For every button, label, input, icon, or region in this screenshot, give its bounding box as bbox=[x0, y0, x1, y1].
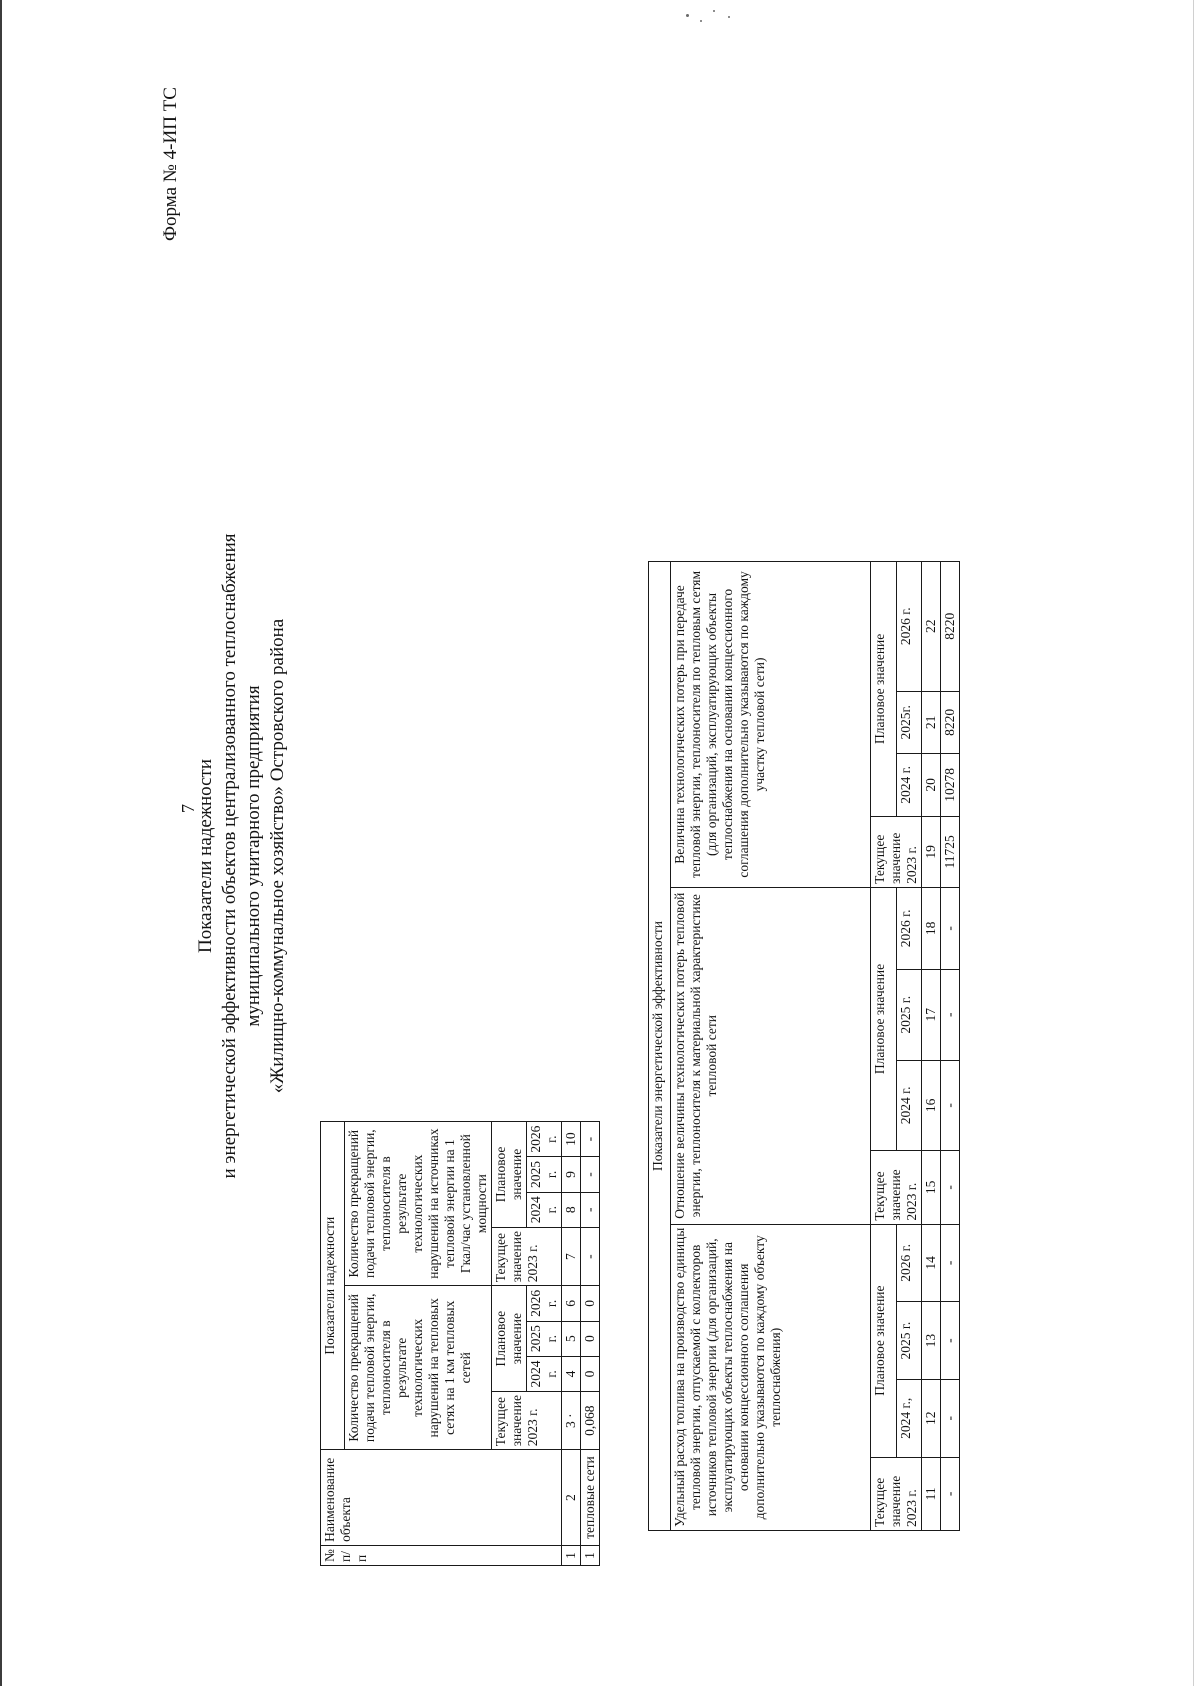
table-cell: 0 bbox=[581, 1321, 600, 1356]
table-cell: 10278 bbox=[941, 754, 960, 817]
table-row bbox=[922, 562, 941, 1531]
table-cell: 2 bbox=[562, 1450, 581, 1546]
heading-line-4: «Жилищно-коммунальное хозяйство» Островского района bbox=[267, 618, 288, 1094]
year-header: 2024 г. bbox=[527, 1192, 562, 1227]
table-cell: 17 bbox=[922, 969, 941, 1060]
efficiency-group-title: Показатели энергетической эффективности bbox=[649, 562, 671, 1531]
efficiency-indicator-fuel-rate: Удельный расход топлива на производство единицы тепловой энергии, отпускаемой с коллекторов источников тепловой энергии (для организаций, эксплуатирующих объекты теплоснабжения на основании концессионного соглашения дополнительно указываются по каждому объекту теплоснабжения) bbox=[671, 1224, 871, 1530]
column-header-object-name: Наименование объекта bbox=[321, 1450, 562, 1546]
table-cell: 3 · bbox=[562, 1392, 581, 1450]
year-header: 2025 г. bbox=[527, 1157, 562, 1192]
column-header-number: № п/п bbox=[321, 1545, 562, 1565]
table-cell: - bbox=[941, 1060, 960, 1151]
year-header: 2024 г., bbox=[896, 1379, 922, 1457]
year-header: 2025 г. bbox=[527, 1321, 562, 1356]
table-cell: тепловые сети bbox=[581, 1450, 600, 1546]
table-cell: 0,068 bbox=[581, 1392, 600, 1450]
table-cell: 6 bbox=[562, 1286, 581, 1321]
table-cell: - bbox=[941, 1379, 960, 1457]
table-cell: 10 bbox=[562, 1122, 581, 1157]
year-header: 2026 г. bbox=[896, 887, 922, 969]
table-row bbox=[941, 562, 960, 1531]
table-cell: - bbox=[581, 1157, 600, 1192]
table-cell: 15 bbox=[922, 1151, 941, 1224]
year-header: 2024 г. bbox=[896, 1060, 922, 1151]
table-cell: 8 bbox=[562, 1192, 581, 1227]
table-cell: 0 bbox=[581, 1356, 600, 1391]
energy-efficiency-table bbox=[648, 561, 960, 1531]
table-cell: - bbox=[941, 1457, 960, 1530]
year-header: 2026 г. bbox=[527, 1122, 562, 1157]
table-cell: 1 bbox=[562, 1545, 581, 1565]
table-cell: 11725 bbox=[941, 816, 960, 887]
table-cell: 0 bbox=[581, 1286, 600, 1321]
table-cell: - bbox=[941, 1224, 960, 1302]
planned-value-header: Плановое значение bbox=[492, 1122, 527, 1228]
heading-line-2: и энергетической эффективности объектов централизованного теплоснабжения bbox=[219, 533, 240, 1179]
table-cell: 16 bbox=[922, 1060, 941, 1151]
current-value-header: Текущее значение 2023 г. bbox=[871, 816, 922, 887]
efficiency-indicator-loss-ratio: Отношение величины технологических потерь тепловой энергии, теплоносителя к материальной характеристике тепловой сети bbox=[671, 887, 871, 1224]
table-cell: 8220 bbox=[941, 562, 960, 692]
table-cell: 1 bbox=[581, 1545, 600, 1565]
table-cell: 4 bbox=[562, 1356, 581, 1391]
planned-value-header: Плановое значение bbox=[871, 1224, 897, 1457]
table-row bbox=[581, 1122, 600, 1566]
table-cell: - bbox=[941, 1302, 960, 1380]
current-value-header: Текущее значение 2023 г. bbox=[871, 1151, 922, 1224]
table-cell: 12 bbox=[922, 1379, 941, 1457]
table-cell: - bbox=[941, 887, 960, 969]
year-header: 2026 г. bbox=[527, 1286, 562, 1321]
year-header: 2025 г. bbox=[896, 969, 922, 1060]
year-header: 2026 г. bbox=[896, 562, 922, 692]
current-value-header: Текущее значение 2023 г. bbox=[492, 1392, 562, 1450]
current-value-header: Текущее значение 2023 г. bbox=[871, 1457, 922, 1530]
table-cell: - bbox=[941, 1151, 960, 1224]
current-value-header: Текущее значение 2023 г. bbox=[492, 1227, 562, 1285]
table-cell: 11 bbox=[922, 1457, 941, 1530]
planned-value-header: Плановое значение bbox=[871, 887, 897, 1150]
heading-line-1: Показатели надежности bbox=[195, 758, 216, 954]
year-header: 2025г. bbox=[896, 691, 922, 754]
table-cell: 19 bbox=[922, 816, 941, 887]
table-cell: 14 bbox=[922, 1224, 941, 1302]
reliability-table bbox=[320, 1121, 600, 1566]
reliability-indicator-networks: Количество прекращений подачи тепловой энергии, теплоносителя в результате технологических нарушений на тепловых сетях на 1 км тепловых сетей bbox=[345, 1286, 492, 1450]
year-header: 2026 г. bbox=[896, 1224, 922, 1302]
planned-value-header: Плановое значение bbox=[492, 1286, 527, 1392]
reliability-indicator-sources: Количество прекращений подачи тепловой энергии, теплоносителя в результате технологических нарушений на источниках тепловой энергии на 1 Гкал/час установленной мощности bbox=[345, 1122, 492, 1286]
table-cell: 21 bbox=[922, 691, 941, 754]
document-heading bbox=[194, 306, 290, 1406]
table-cell: 9 bbox=[562, 1157, 581, 1192]
heading-line-3: муниципального унитарного предприятия bbox=[243, 685, 264, 1027]
reliability-group-title: Показатели надежности bbox=[321, 1122, 345, 1450]
table-cell: - bbox=[581, 1192, 600, 1227]
table-cell: 18 bbox=[922, 887, 941, 969]
planned-value-header: Плановое значение bbox=[871, 562, 897, 817]
table-cell: 22 bbox=[922, 562, 941, 692]
form-number: Форма № 4-ИП ТС bbox=[160, 87, 181, 241]
year-header: 2024 г. bbox=[896, 754, 922, 817]
table-cell: 13 bbox=[922, 1302, 941, 1380]
table-cell: - bbox=[581, 1122, 600, 1157]
table-cell: 8220 bbox=[941, 691, 960, 754]
table-cell: - bbox=[581, 1227, 600, 1285]
table-row bbox=[562, 1122, 581, 1566]
table-cell: 7 bbox=[562, 1227, 581, 1285]
table-cell: 5 bbox=[562, 1321, 581, 1356]
year-header: 2024 г. bbox=[527, 1356, 562, 1391]
page-number: 7 bbox=[178, 804, 198, 813]
table-cell: 20 bbox=[922, 754, 941, 817]
year-header: 2025 г. bbox=[896, 1302, 922, 1380]
efficiency-indicator-network-losses: Величина технологических потерь при передаче тепловой энергии, теплоносителя по тепловым сетям (для организаций, эксплуатирующих объекты теплоснабжения на основании концессионного соглашения дополнительно указываются по каждому участку тепловой сети) bbox=[671, 562, 871, 888]
table-cell: - bbox=[941, 969, 960, 1060]
